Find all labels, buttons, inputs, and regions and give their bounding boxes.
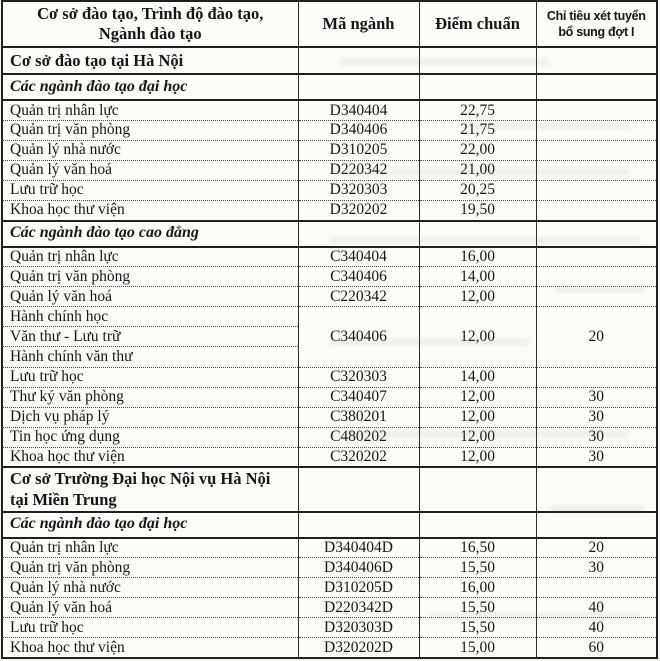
program-name-cell: Khoa học thư viện [2, 201, 298, 221]
quota-cell: 30 [536, 447, 657, 467]
empty-quota-cell [536, 221, 657, 247]
program-name-cell: Quản trị nhân lực [2, 247, 298, 267]
empty-quota-cell [536, 467, 657, 511]
quota-cell [536, 201, 657, 221]
empty-score-cell [419, 467, 536, 511]
quota-cell [536, 247, 657, 267]
subsection-title-cell: Các ngành đào tạo cao đẳng [2, 221, 298, 247]
benchmark-score-cell: 12,00 [419, 407, 536, 427]
quota-cell [536, 100, 657, 120]
admission-scores-table [1, 0, 658, 659]
program-group-row [2, 307, 657, 327]
benchmark-score-cell: 16,50 [419, 538, 536, 558]
program-row [2, 407, 657, 427]
section-title-cell: Cơ sở đào tạo tại Hà Nội [2, 47, 298, 74]
program-row [2, 201, 657, 221]
program-row [2, 267, 657, 287]
program-row [2, 427, 657, 447]
program-row [2, 247, 657, 267]
program-row [2, 120, 657, 140]
benchmark-score-cell: 22,75 [419, 100, 536, 120]
empty-major-code-cell [298, 74, 419, 100]
major-code-cell: C220342 [298, 287, 419, 307]
empty-major-code-cell [298, 47, 419, 74]
program-name-cell: Quản lý văn hoá [2, 598, 298, 618]
benchmark-score-cell: 15,50 [419, 598, 536, 618]
quota-cell [536, 161, 657, 181]
program-name-cell: Lưu trữ học [2, 367, 298, 387]
empty-score-cell [419, 74, 536, 100]
benchmark-score-cell: 15,50 [419, 618, 536, 638]
program-row [2, 100, 657, 120]
benchmark-score-cell: 19,50 [419, 201, 536, 221]
empty-major-code-cell [298, 467, 419, 511]
program-row [2, 447, 657, 467]
benchmark-score-cell: 14,00 [419, 267, 536, 287]
column-header-program-line1: Cơ sở đào tạo, Trình độ đào tạo, [37, 4, 264, 23]
program-row [2, 287, 657, 307]
column-header-program-line2: Ngành đào tạo [98, 24, 202, 44]
column-header-benchmark-score: Điểm chuẩn [419, 1, 536, 47]
empty-score-cell [419, 512, 536, 538]
section-title-cell: Cơ sở Trường Đại học Nội vụ Hà Nội tại Miền Trung [2, 467, 298, 511]
benchmark-score-cell: 14,00 [419, 367, 536, 387]
program-name-cell: Thư ký văn phòng [2, 387, 298, 407]
program-name-cell: Hành chính văn thư [2, 347, 298, 367]
major-code-cell: C320303 [298, 367, 419, 387]
program-name-cell: Dịch vụ pháp lý [2, 407, 298, 427]
column-header-program [2, 1, 298, 47]
program-row [2, 140, 657, 160]
benchmark-score-cell: 22,00 [419, 140, 536, 160]
quota-cell: 30 [536, 558, 657, 578]
major-code-cell: C340406 [298, 267, 419, 287]
program-name-cell: Quản trị nhân lực [2, 100, 298, 120]
program-row [2, 578, 657, 598]
column-header-quota-line2: bổ sung đợt I [558, 25, 635, 40]
program-name-cell: Văn thư - Lưu trữ [2, 327, 298, 347]
quota-cell: 60 [536, 638, 657, 658]
benchmark-score-cell: 12,00 [419, 307, 536, 367]
empty-quota-cell [536, 512, 657, 538]
major-code-cell: D220342 [298, 161, 419, 181]
column-header-quota-line1: Chỉ tiêu xét tuyển [546, 8, 646, 23]
quota-cell: 20 [536, 538, 657, 558]
campus-section-row [2, 47, 657, 74]
empty-major-code-cell [298, 221, 419, 247]
quota-cell: 40 [536, 598, 657, 618]
major-code-cell: D310205 [298, 140, 419, 160]
quota-cell [536, 287, 657, 307]
program-row [2, 638, 657, 658]
header-row [2, 1, 657, 47]
program-name-cell: Hành chính học [2, 307, 298, 327]
column-header-supplementary-quota [536, 1, 657, 47]
benchmark-score-cell: 12,00 [419, 427, 536, 447]
program-name-cell: Quản trị văn phòng [2, 267, 298, 287]
benchmark-score-cell: 12,00 [419, 447, 536, 467]
program-name-cell: Quản trị nhân lực [2, 538, 298, 558]
empty-major-code-cell [298, 512, 419, 538]
column-header-major-code: Mã ngành [298, 1, 419, 47]
program-row [2, 181, 657, 201]
quota-cell [536, 140, 657, 160]
empty-score-cell [419, 47, 536, 74]
benchmark-score-cell: 16,00 [419, 578, 536, 598]
quota-cell: 30 [536, 387, 657, 407]
benchmark-score-cell: 12,00 [419, 287, 536, 307]
program-name-cell: Quản trị văn phòng [2, 120, 298, 140]
quota-cell [536, 181, 657, 201]
program-name-cell: Quản lý nhà nước [2, 578, 298, 598]
major-code-cell: C380201 [298, 407, 419, 427]
benchmark-score-cell: 21,00 [419, 161, 536, 181]
benchmark-score-cell: 15,00 [419, 638, 536, 658]
program-row [2, 387, 657, 407]
major-code-cell: D320202 [298, 201, 419, 221]
major-code-cell: C340407 [298, 387, 419, 407]
benchmark-score-cell: 15,50 [419, 558, 536, 578]
program-name-cell: Quản lý văn hoá [2, 287, 298, 307]
major-code-cell: C340406 [298, 307, 419, 367]
program-row [2, 558, 657, 578]
major-code-cell: D310205D [298, 578, 419, 598]
empty-quota-cell [536, 47, 657, 74]
campus-section-row [2, 467, 657, 511]
program-name-cell: Tin học ứng dụng [2, 427, 298, 447]
quota-cell: 30 [536, 407, 657, 427]
empty-score-cell [419, 221, 536, 247]
major-code-cell: D340404 [298, 100, 419, 120]
major-code-cell: C480202 [298, 427, 419, 447]
table-body [2, 47, 657, 658]
major-code-cell: D220342D [298, 598, 419, 618]
major-code-cell: C340404 [298, 247, 419, 267]
major-code-cell: D340406 [298, 120, 419, 140]
subsection-title-cell: Các ngành đào tạo đại học [2, 512, 298, 538]
major-code-cell: D320202D [298, 638, 419, 658]
quota-cell: 30 [536, 427, 657, 447]
program-row [2, 598, 657, 618]
quota-cell [536, 578, 657, 598]
program-name-cell: Quản lý nhà nước [2, 140, 298, 160]
subsection-title-cell: Các ngành đào tạo đại học [2, 74, 298, 100]
level-section-row [2, 512, 657, 538]
program-row [2, 367, 657, 387]
benchmark-score-cell: 21,75 [419, 120, 536, 140]
major-code-cell: C320202 [298, 447, 419, 467]
benchmark-score-cell: 20,25 [419, 181, 536, 201]
program-name-cell: Lưu trữ học [2, 181, 298, 201]
program-name-cell: Khoa học thư viện [2, 638, 298, 658]
quota-cell [536, 120, 657, 140]
major-code-cell: D320303 [298, 181, 419, 201]
empty-quota-cell [536, 74, 657, 100]
major-code-cell: D340406D [298, 558, 419, 578]
quota-cell: 40 [536, 618, 657, 638]
program-name-cell: Quản lý văn hoá [2, 161, 298, 181]
quota-cell [536, 367, 657, 387]
level-section-row [2, 221, 657, 247]
quota-cell [536, 267, 657, 287]
major-code-cell: D320303D [298, 618, 419, 638]
level-section-row [2, 74, 657, 100]
benchmark-score-cell: 12,00 [419, 387, 536, 407]
program-row [2, 618, 657, 638]
program-name-cell: Khoa học thư viện [2, 447, 298, 467]
program-row [2, 538, 657, 558]
quota-cell: 20 [536, 307, 657, 367]
major-code-cell: D340404D [298, 538, 419, 558]
benchmark-score-cell: 16,00 [419, 247, 536, 267]
program-name-cell: Quản trị văn phòng [2, 558, 298, 578]
program-row [2, 161, 657, 181]
program-name-cell: Lưu trữ học [2, 618, 298, 638]
